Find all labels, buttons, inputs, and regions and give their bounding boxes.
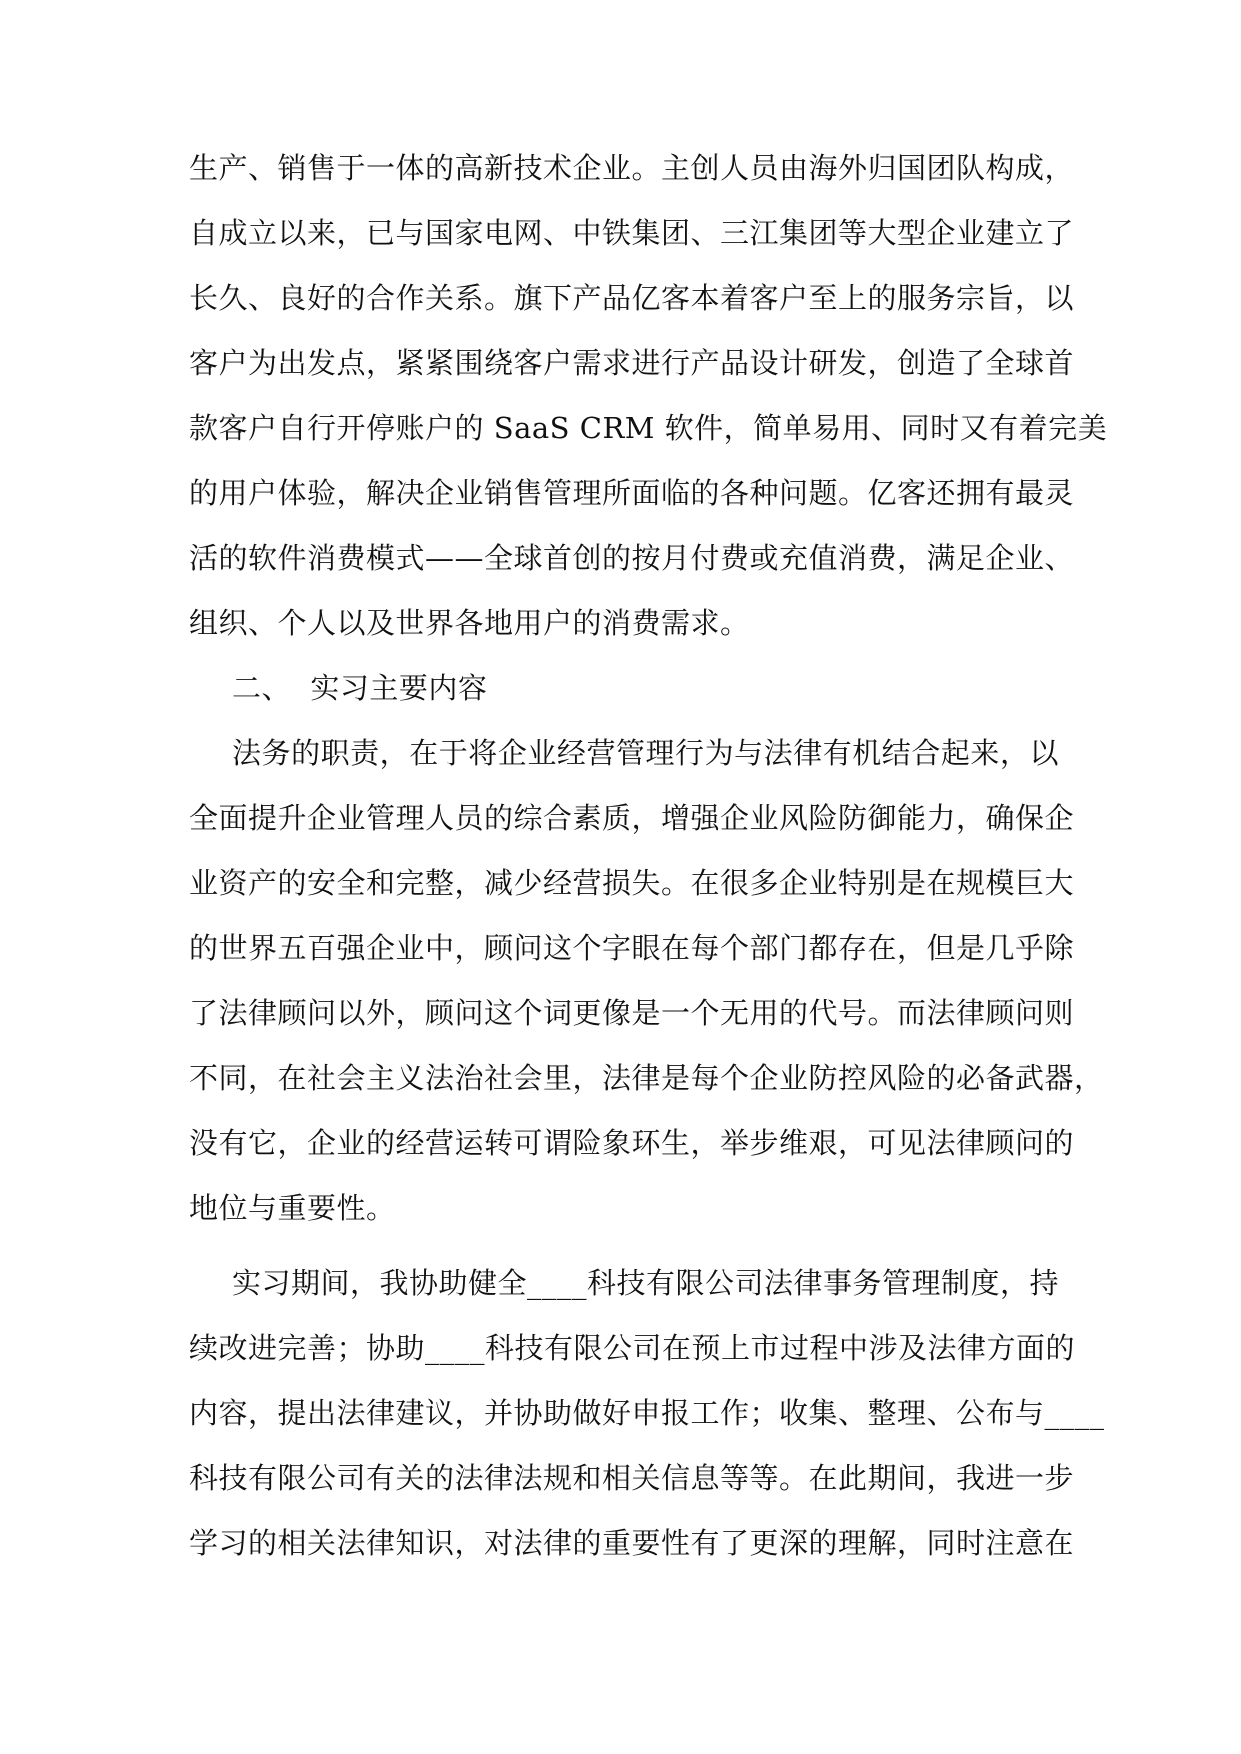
internship-line-3: 内容，提出法律建议，并协助做好申报工作；收集、整理、公布与____ [189, 1396, 1105, 1430]
intro-line-6: 的用户体验，解决企业销售管理所面临的各种问题。亿客还拥有最灵 [189, 476, 1075, 510]
intro-line-8: 组织、个人以及世界各地用户的消费需求。 [189, 606, 750, 640]
intro-line-4: 客户为出发点，紧紧围绕客户需求进行产品设计研发，创造了全球首 [189, 346, 1075, 380]
duties-line-8: 地位与重要性。 [189, 1191, 396, 1225]
duties-line-7: 没有它，企业的经营运转可谓险象环生，举步维艰，可见法律顾问的 [189, 1126, 1075, 1160]
internship-line-2: 续改进完善；协助____科技有限公司在预上市过程中涉及法律方面的 [189, 1331, 1076, 1365]
internship-line-4: 科技有限公司有关的法律法规和相关信息等等。在此期间，我进一步 [189, 1461, 1075, 1495]
duties-line-6: 不同，在社会主义法治社会里，法律是每个企业防控风险的必备武器， [189, 1061, 1104, 1095]
intro-line-2: 自成立以来，已与国家电网、中铁集团、三江集团等大型企业建立了 [189, 216, 1075, 250]
intro-line-5: 款客户自行开停账户的 SaaS CRM 软件，简单易用、同时又有着完美 [189, 411, 1108, 445]
internship-line-1: 实习期间，我协助健全____科技有限公司法律事务管理制度，持 [232, 1266, 1060, 1300]
duties-line-4: 的世界五百强企业中，顾问这个字眼在每个部门都存在，但是几乎除 [189, 931, 1075, 965]
duties-line-3: 业资产的安全和完整，减少经营损失。在很多企业特别是在规模巨大 [189, 866, 1075, 900]
internship-line-5: 学习的相关法律知识，对法律的重要性有了更深的理解，同时注意在 [189, 1526, 1075, 1560]
intro-line-3: 长久、良好的合作关系。旗下产品亿客本着客户至上的服务宗旨，以 [189, 281, 1075, 315]
duties-line-1: 法务的职责，在于将企业经营管理行为与法律有机结合起来，以 [232, 736, 1059, 770]
intro-line-1: 生产、销售于一体的高新技术企业。主创人员由海外归国团队构成， [189, 151, 1075, 185]
duties-line-5: 了法律顾问以外，顾问这个词更像是一个无用的代号。而法律顾问则 [189, 996, 1075, 1030]
intro-line-7: 活的软件消费模式——全球首创的按月付费或充值消费，满足企业、 [189, 541, 1075, 575]
duties-line-2: 全面提升企业管理人员的综合素质，增强企业风险防御能力，确保企 [189, 801, 1075, 835]
section-heading: 二、 实习主要内容 [232, 671, 488, 705]
